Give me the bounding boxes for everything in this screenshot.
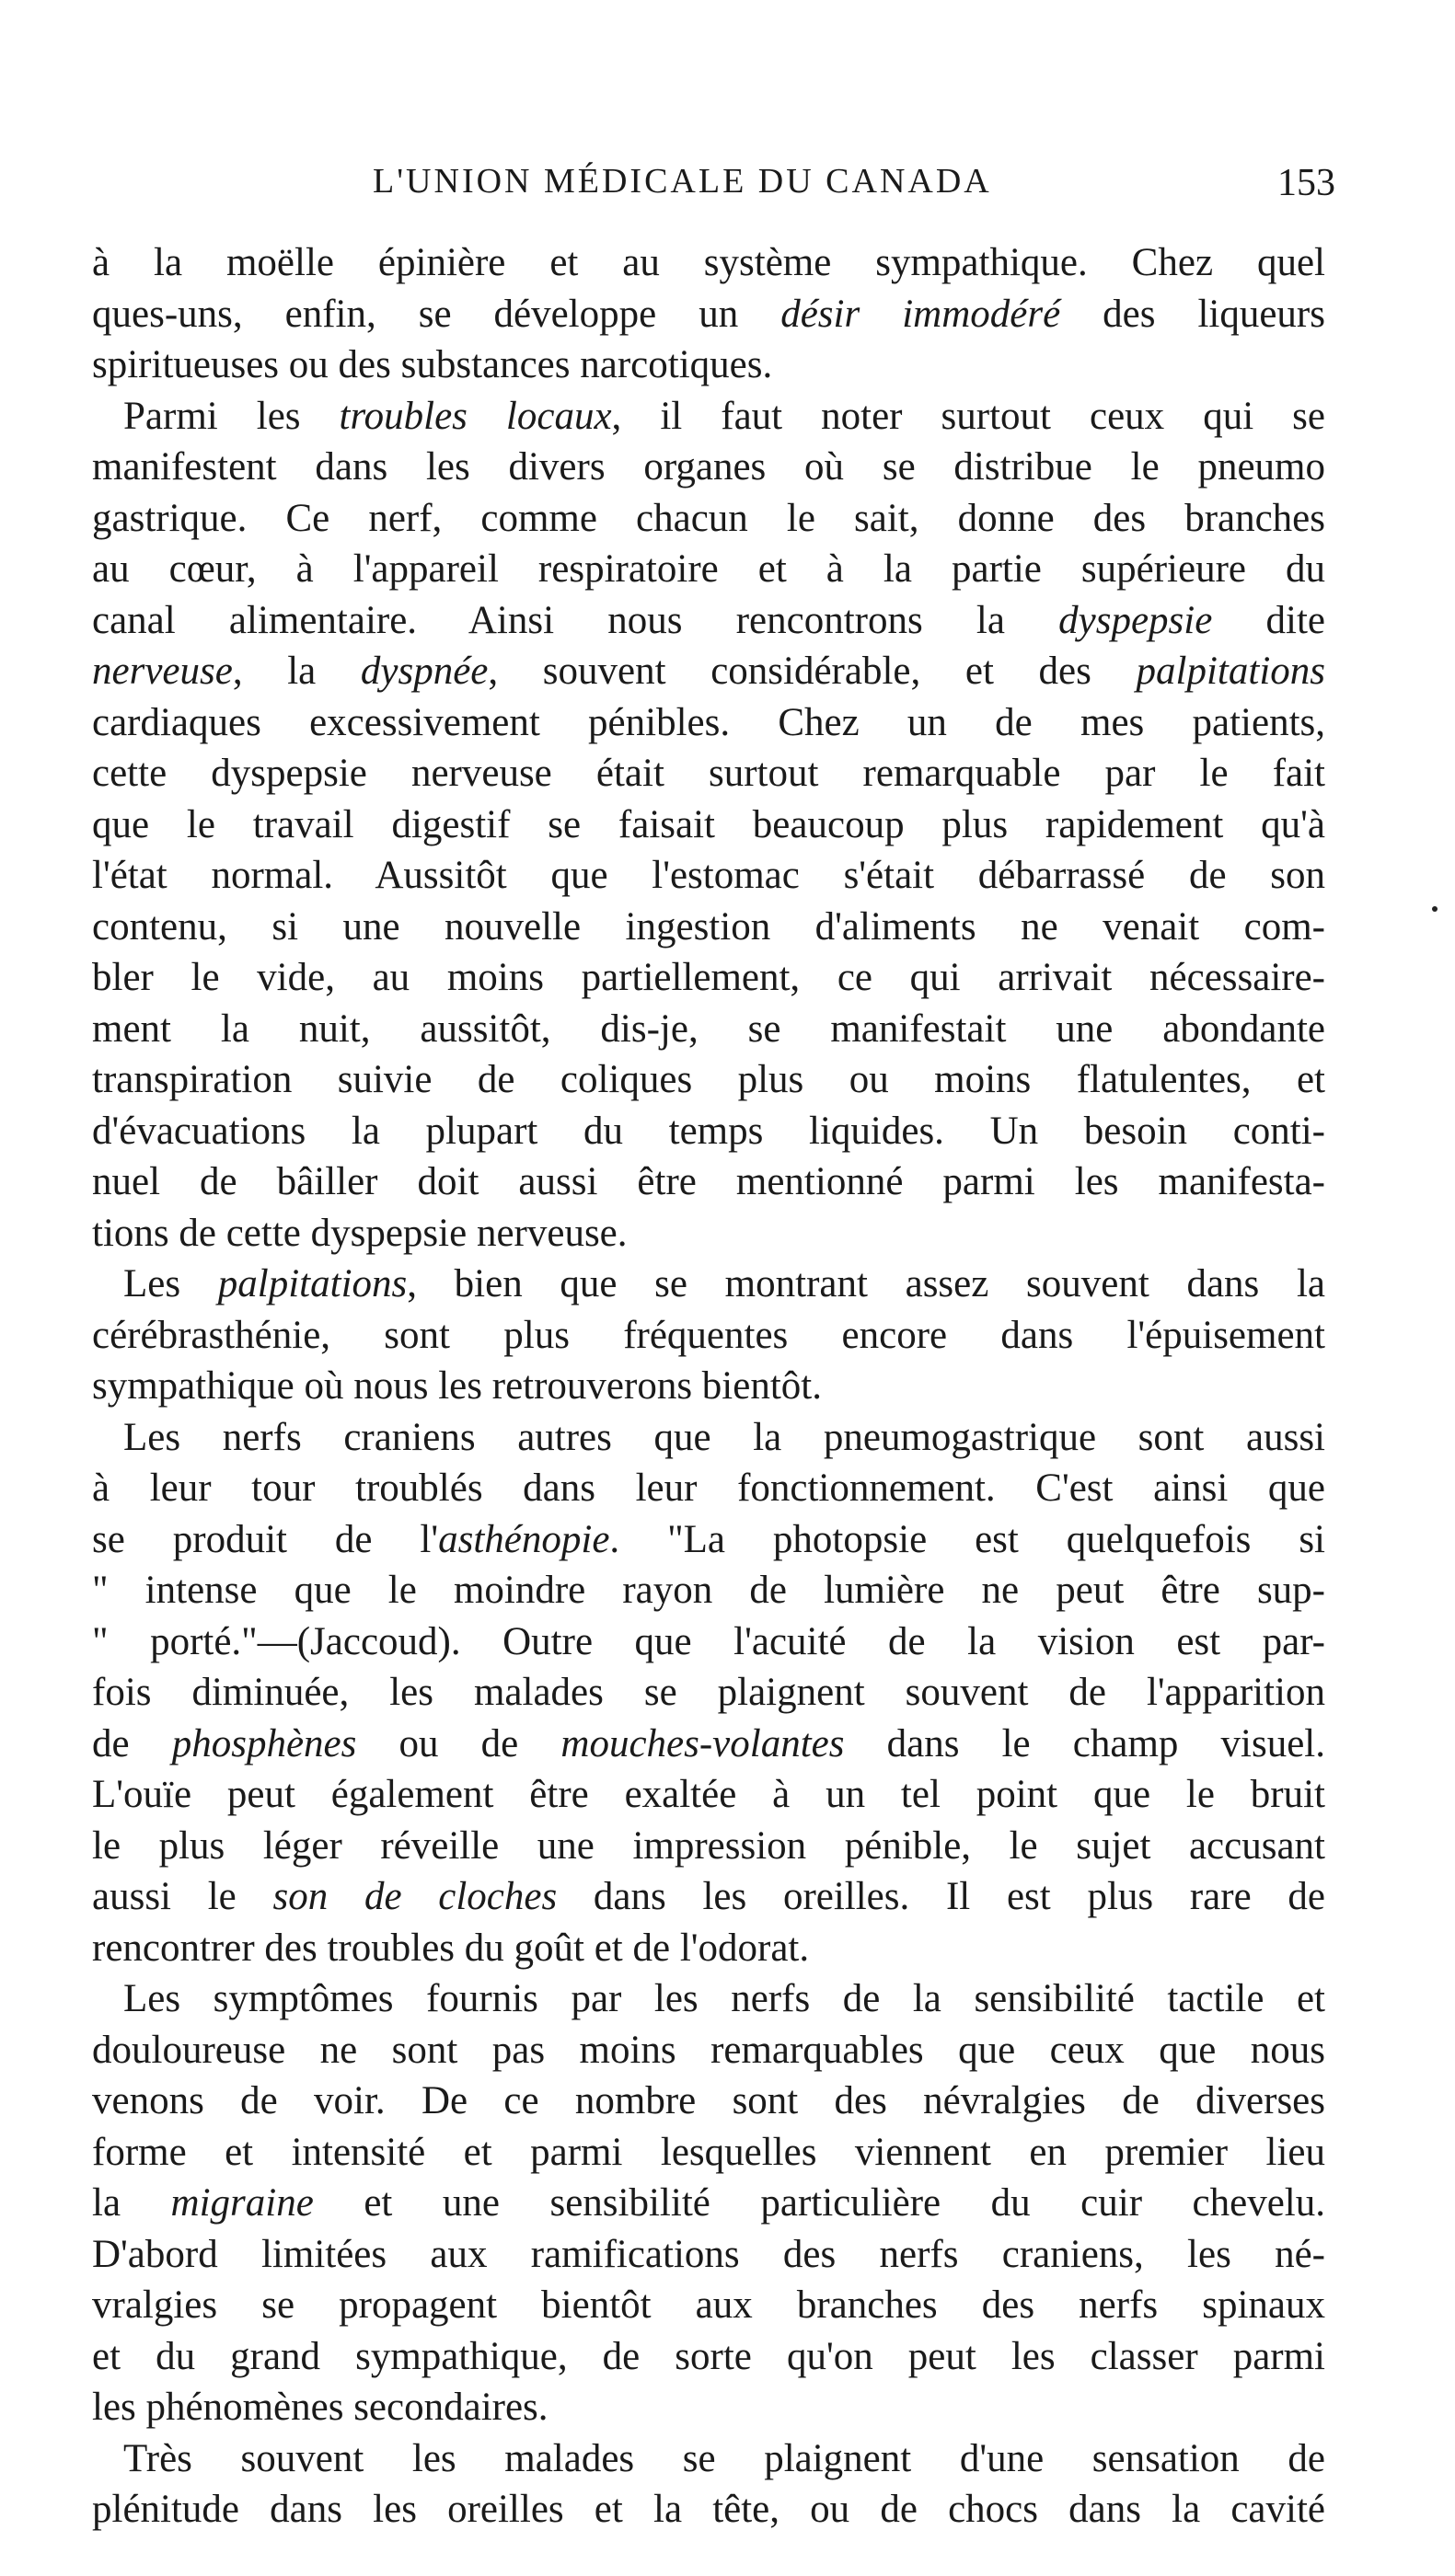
text-line bbox=[92, 1719, 1325, 1770]
text-segment: au cœur, à l'appareil respiratoire et à la partie supérieure du bbox=[92, 547, 1325, 591]
journal-title: L'UNION MÉDICALE DU CANADA bbox=[373, 162, 992, 201]
text-segment: sympathique où nous les retrouverons bientôt. bbox=[92, 1364, 822, 1408]
text-segment: à la moëlle épinière et au système sympathique. Chez quel bbox=[92, 241, 1325, 284]
text-line bbox=[92, 2076, 1325, 2127]
text-segment: douloureuse ne sont pas moins remarquables que ceux que nous bbox=[92, 2028, 1325, 2072]
text-segment: dans le champ visuel. bbox=[844, 1721, 1325, 1765]
text-line bbox=[92, 442, 1325, 493]
italic-term: asthénopie bbox=[438, 1517, 610, 1561]
text-segment: ou de bbox=[356, 1721, 561, 1765]
italic-term: palpitations bbox=[217, 1262, 408, 1305]
text-line bbox=[92, 1361, 1325, 1412]
text-line bbox=[92, 1259, 1325, 1310]
text-line bbox=[92, 2025, 1325, 2076]
text-line bbox=[92, 697, 1325, 749]
text-segment: plénitude dans les oreilles et la tête, ou de chocs dans la cavité bbox=[92, 2488, 1325, 2531]
italic-term: dyspnée bbox=[360, 650, 489, 693]
page-number: 153 bbox=[1277, 162, 1335, 204]
text-segment: cette dyspepsie nerveuse était surtout remarquable par le fait bbox=[92, 752, 1325, 795]
text-segment: L'ouïe peut également être exaltée à un tel point que le bruit bbox=[92, 1773, 1325, 1816]
text-segment: , il faut noter surtout ceux qui se bbox=[611, 394, 1325, 438]
text-segment: cérébrasthénie, sont plus fréquentes encore dans l'épuisement bbox=[92, 1313, 1325, 1357]
print-mark bbox=[1432, 906, 1438, 912]
text-line bbox=[92, 2127, 1325, 2179]
italic-term: nerveuse bbox=[92, 650, 233, 693]
text-segment: , bien que se montrant assez souvent dans la bbox=[407, 1262, 1325, 1305]
text-segment: et du grand sympathique, de sorte qu'on peut les classer parmi bbox=[92, 2334, 1325, 2378]
text-segment: spiritueuses ou des substances narcotiques. bbox=[92, 343, 773, 386]
text-segment: forme et intensité et parmi lesquelles viennent en premier lieu bbox=[92, 2130, 1325, 2174]
text-line bbox=[92, 595, 1325, 647]
text-segment: contenu, si une nouvelle ingestion d'aliments ne venait com- bbox=[92, 904, 1325, 949]
text-segment: bler le vide, au moins partiellement, ce qui arrivait nécessaire- bbox=[92, 956, 1325, 999]
text-segment: Très souvent les malades se plaignent d'une sensation de bbox=[123, 2436, 1325, 2480]
text-segment: " intense que le moindre rayon de lumière ne peut être sup- bbox=[92, 1569, 1325, 1612]
italic-term: phosphènes bbox=[171, 1721, 357, 1765]
text-line bbox=[92, 1310, 1325, 1362]
text-line bbox=[92, 2382, 1325, 2433]
text-line bbox=[92, 544, 1325, 595]
text-line bbox=[92, 1565, 1325, 1616]
text-line bbox=[92, 1871, 1325, 1923]
text-segment: transpiration suivie de coliques plus ou moins flatulentes, et bbox=[92, 1058, 1325, 1101]
text-line bbox=[92, 339, 1325, 391]
text-line bbox=[92, 1616, 1325, 1668]
text-segment: Les bbox=[123, 1262, 218, 1305]
text-line bbox=[92, 2433, 1325, 2485]
body-text bbox=[92, 237, 1325, 2536]
text-segment: " porté."—(Jaccoud). Outre que l'acuité de la vision est par- bbox=[92, 1619, 1325, 1663]
text-segment: des liqueurs bbox=[1060, 292, 1325, 336]
text-segment: tions de cette dyspepsie nerveuse. bbox=[92, 1211, 628, 1255]
italic-term: palpitations bbox=[1136, 650, 1325, 693]
text-line bbox=[92, 2178, 1325, 2229]
text-segment: , souvent considérable, et des bbox=[488, 650, 1137, 693]
italic-term: désir immodéré bbox=[780, 292, 1061, 336]
text-segment: cardiaques excessivement pénibles. Chez un de mes patients, bbox=[92, 700, 1325, 744]
italic-term: migraine bbox=[170, 2181, 314, 2225]
text-segment: canal alimentaire. Ainsi nous rencontrons la bbox=[92, 598, 1059, 642]
text-segment: Parmi les bbox=[123, 394, 340, 438]
text-segment: Les nerfs craniens autres que la pneumogastrique sont aussi bbox=[123, 1415, 1325, 1459]
text-line bbox=[92, 289, 1325, 340]
text-line bbox=[92, 493, 1325, 545]
text-line bbox=[92, 1054, 1325, 1106]
text-segment: ques-uns, enfin, se développe un bbox=[92, 292, 781, 336]
text-line bbox=[92, 1208, 1325, 1259]
text-segment: que le travail digestif se faisait beaucoup plus rapidement qu'à bbox=[92, 802, 1325, 846]
italic-term: dyspepsie bbox=[1058, 598, 1213, 642]
running-head bbox=[92, 161, 1363, 207]
text-segment: de bbox=[92, 1721, 172, 1765]
text-segment: . "La photopsie est quelquefois si bbox=[609, 1517, 1326, 1561]
text-segment: l'état normal. Aussitôt que l'estomac s'était débarrassé de son bbox=[92, 854, 1325, 897]
text-line bbox=[92, 850, 1325, 902]
text-line bbox=[92, 237, 1325, 289]
text-line bbox=[92, 1412, 1325, 1464]
text-line bbox=[92, 1514, 1325, 1566]
text-line bbox=[92, 1463, 1325, 1514]
text-segment: aussi le bbox=[92, 1875, 273, 1918]
text-segment: venons de voir. De ce nombre sont des névralgies de diverses bbox=[92, 2079, 1325, 2122]
text-line bbox=[92, 1769, 1325, 1821]
italic-term: troubles locaux bbox=[339, 394, 612, 438]
text-segment: gastrique. Ce nerf, comme chacun le sait, donne des branches bbox=[92, 496, 1325, 540]
text-segment: et une sensibilité particulière du cuir chevelu. bbox=[313, 2181, 1325, 2225]
text-line bbox=[92, 1667, 1325, 1719]
text-segment: à leur tour troublés dans leur fonctionnement. C'est ainsi que bbox=[92, 1466, 1325, 1510]
text-segment: les phénomènes secondaires. bbox=[92, 2386, 549, 2429]
text-line bbox=[92, 2331, 1325, 2383]
text-segment: manifestent dans les divers organes où se distribue le pneumo bbox=[92, 445, 1325, 489]
text-line bbox=[92, 952, 1325, 1004]
text-line bbox=[92, 748, 1325, 799]
text-line bbox=[92, 2280, 1325, 2331]
text-line bbox=[92, 799, 1325, 851]
text-segment: nuel de bâiller doit aussi être mentionné parmi les manifesta- bbox=[92, 1160, 1325, 1203]
text-line bbox=[92, 646, 1325, 697]
text-line bbox=[92, 1004, 1325, 1055]
text-segment: rencontrer des troubles du goût et de l'odorat. bbox=[92, 1926, 810, 1970]
italic-term: son de cloches bbox=[272, 1875, 558, 1918]
text-segment: ment la nuit, aussitôt, dis-je, se manifestait une abondante bbox=[92, 1006, 1325, 1051]
text-segment: dite bbox=[1212, 598, 1325, 642]
text-segment: fois diminuée, les malades se plaignent souvent de l'apparition bbox=[92, 1671, 1325, 1714]
text-line bbox=[92, 1106, 1325, 1157]
text-segment: le plus léger réveille une impression pénible, le sujet accusant bbox=[92, 1823, 1325, 1868]
text-line bbox=[92, 2229, 1325, 2281]
text-line bbox=[92, 1973, 1325, 2025]
text-line bbox=[92, 1923, 1325, 1974]
text-segment: la bbox=[92, 2181, 171, 2225]
text-line bbox=[92, 1156, 1325, 1208]
text-segment: Les symptômes fournis par les nerfs de la sensibilité tactile et bbox=[123, 1977, 1325, 2020]
text-segment: dans les oreilles. Il est plus rare de bbox=[557, 1875, 1325, 1918]
text-segment: d'évacuations la plupart du temps liquides. Un besoin conti- bbox=[92, 1109, 1325, 1153]
italic-term: mouches-volantes bbox=[560, 1721, 845, 1765]
text-line bbox=[92, 902, 1325, 953]
text-segment: vralgies se propagent bientôt aux branches des nerfs spinaux bbox=[92, 2283, 1325, 2327]
text-segment: D'abord limitées aux ramifications des nerfs craniens, les né- bbox=[92, 2232, 1325, 2276]
text-line bbox=[92, 1821, 1325, 1872]
text-line bbox=[92, 2484, 1325, 2536]
text-line bbox=[92, 391, 1325, 443]
text-segment: se produit de l' bbox=[92, 1517, 439, 1561]
text-segment: , la bbox=[232, 650, 361, 693]
